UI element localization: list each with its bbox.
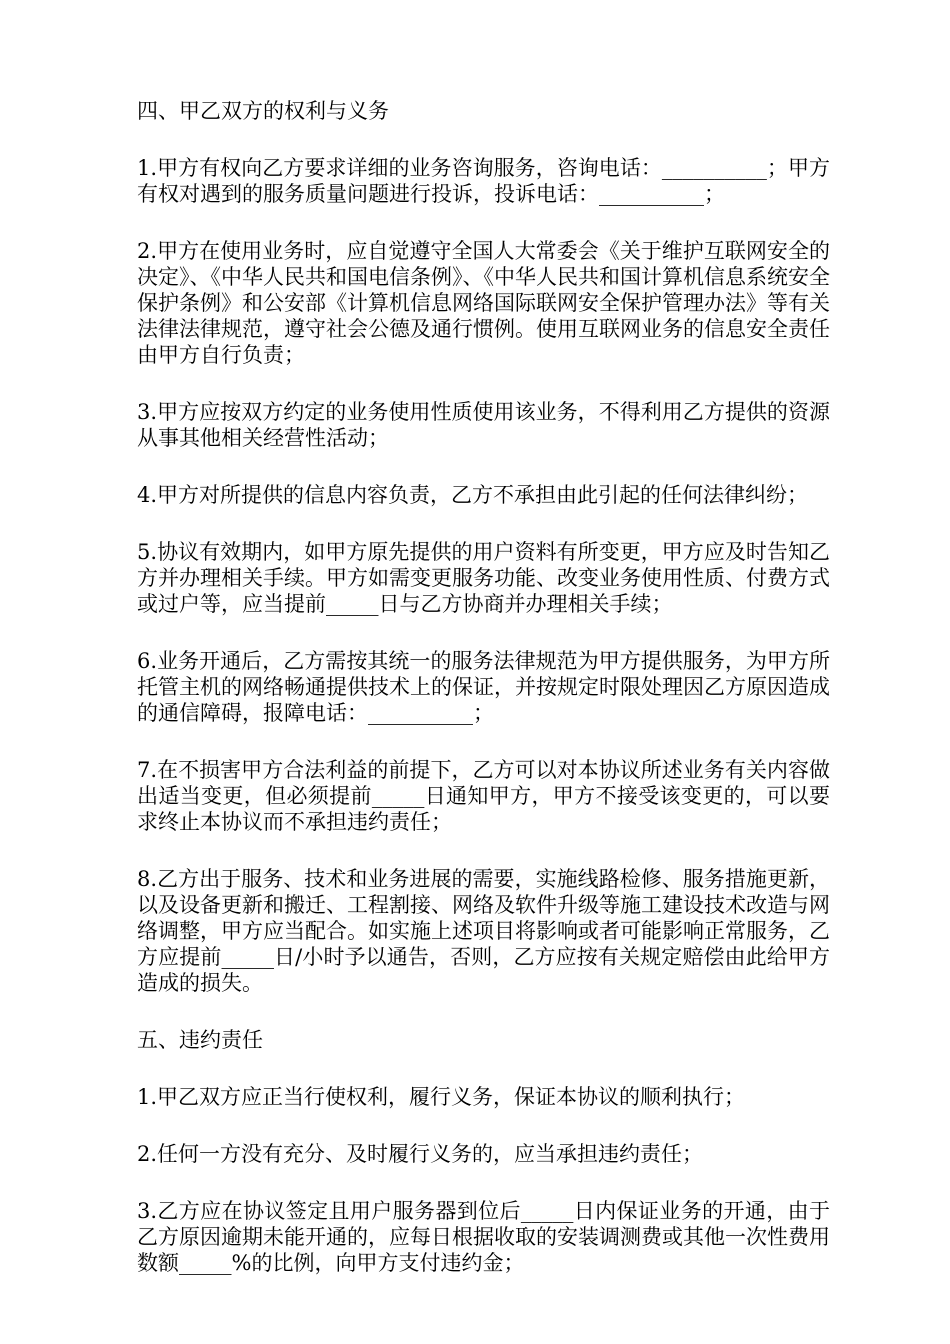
clause-5-2: 2.任何一方没有充分、及时履行义务的，应当承担违约责任； (137, 1142, 704, 1166)
section-heading-liability: 五、违约责任 (137, 1028, 263, 1052)
clause-4-5: 5.协议有效期内，如甲方原先提供的用户资料有所变更，甲方应及时告知乙方并办理相关手续。甲方如需变更服务功能、改变业务使用性质、付费方式或过户等，应当提前_____日与乙方协商并办理相关手续； (137, 540, 830, 616)
clause-4-3: 3.甲方应按双方约定的业务使用性质使用该业务，不得利用乙方提供的资源从事其他相关经营性活动； (137, 400, 830, 450)
clause-4-7: 7.在不损害甲方合法利益的前提下，乙方可以对本协议所述业务有关内容做出适当变更，但必须提前_____日通知甲方，甲方不接受该变更的，可以要求终止本协议而不承担违约责任； (137, 758, 830, 834)
clause-4-4: 4.甲方对所提供的信息内容负责，乙方不承担由此引起的任何法律纠纷； (137, 483, 809, 507)
clause-5-3: 3.乙方应在协议签定且用户服务器到位后_____日内保证业务的开通，由于乙方原因逾期未能开通的，应每日根据收取的安装调测费或其他一次性费用数额_____%的比例，向甲方支付违约金； (137, 1199, 830, 1275)
clause-4-2: 2.甲方在使用业务时，应自觉遵守全国人大常委会《关于维护互联网安全的决定》、《中华人民共和国电信条例》、《中华人民共和国计算机信息系统安全保护条例》和公安部《计算机信息网络国际联网安全保护管理办法》等有关法律法律规范，遵守社会公德及通行惯例。使用互联网业务的信息安全责任由甲方自行负责； (137, 239, 830, 367)
clause-5-1: 1.甲乙双方应正当行使权利，履行义务，保证本协议的顺利执行； (137, 1085, 746, 1109)
clause-4-1: 1.甲方有权向乙方要求详细的业务咨询服务，咨询电话：__________；甲方有权对遇到的服务质量问题进行投诉，投诉电话：__________； (137, 156, 830, 206)
section-heading-rights-obligations: 四、甲乙双方的权利与义务 (137, 99, 389, 123)
clause-4-6: 6.业务开通后，乙方需按其统一的服务法律规范为甲方提供服务，为甲方所托管主机的网络畅通提供技术上的保证，并按规定时限处理因乙方原因造成的通信障碍，报障电话：__________； (137, 649, 830, 725)
clause-4-8: 8.乙方出于服务、技术和业务进展的需要，实施线路检修、服务措施更新，以及设备更新和搬迁、工程割接、网络及软件升级等施工建设技术改造与网络调整，甲方应当配合。如实施上述项目将影响或者可能影响正常服务，乙方应提前_____日/小时予以通告，否则，乙方应按有关规定赔偿由此给甲方造成的损失。 (137, 867, 830, 995)
